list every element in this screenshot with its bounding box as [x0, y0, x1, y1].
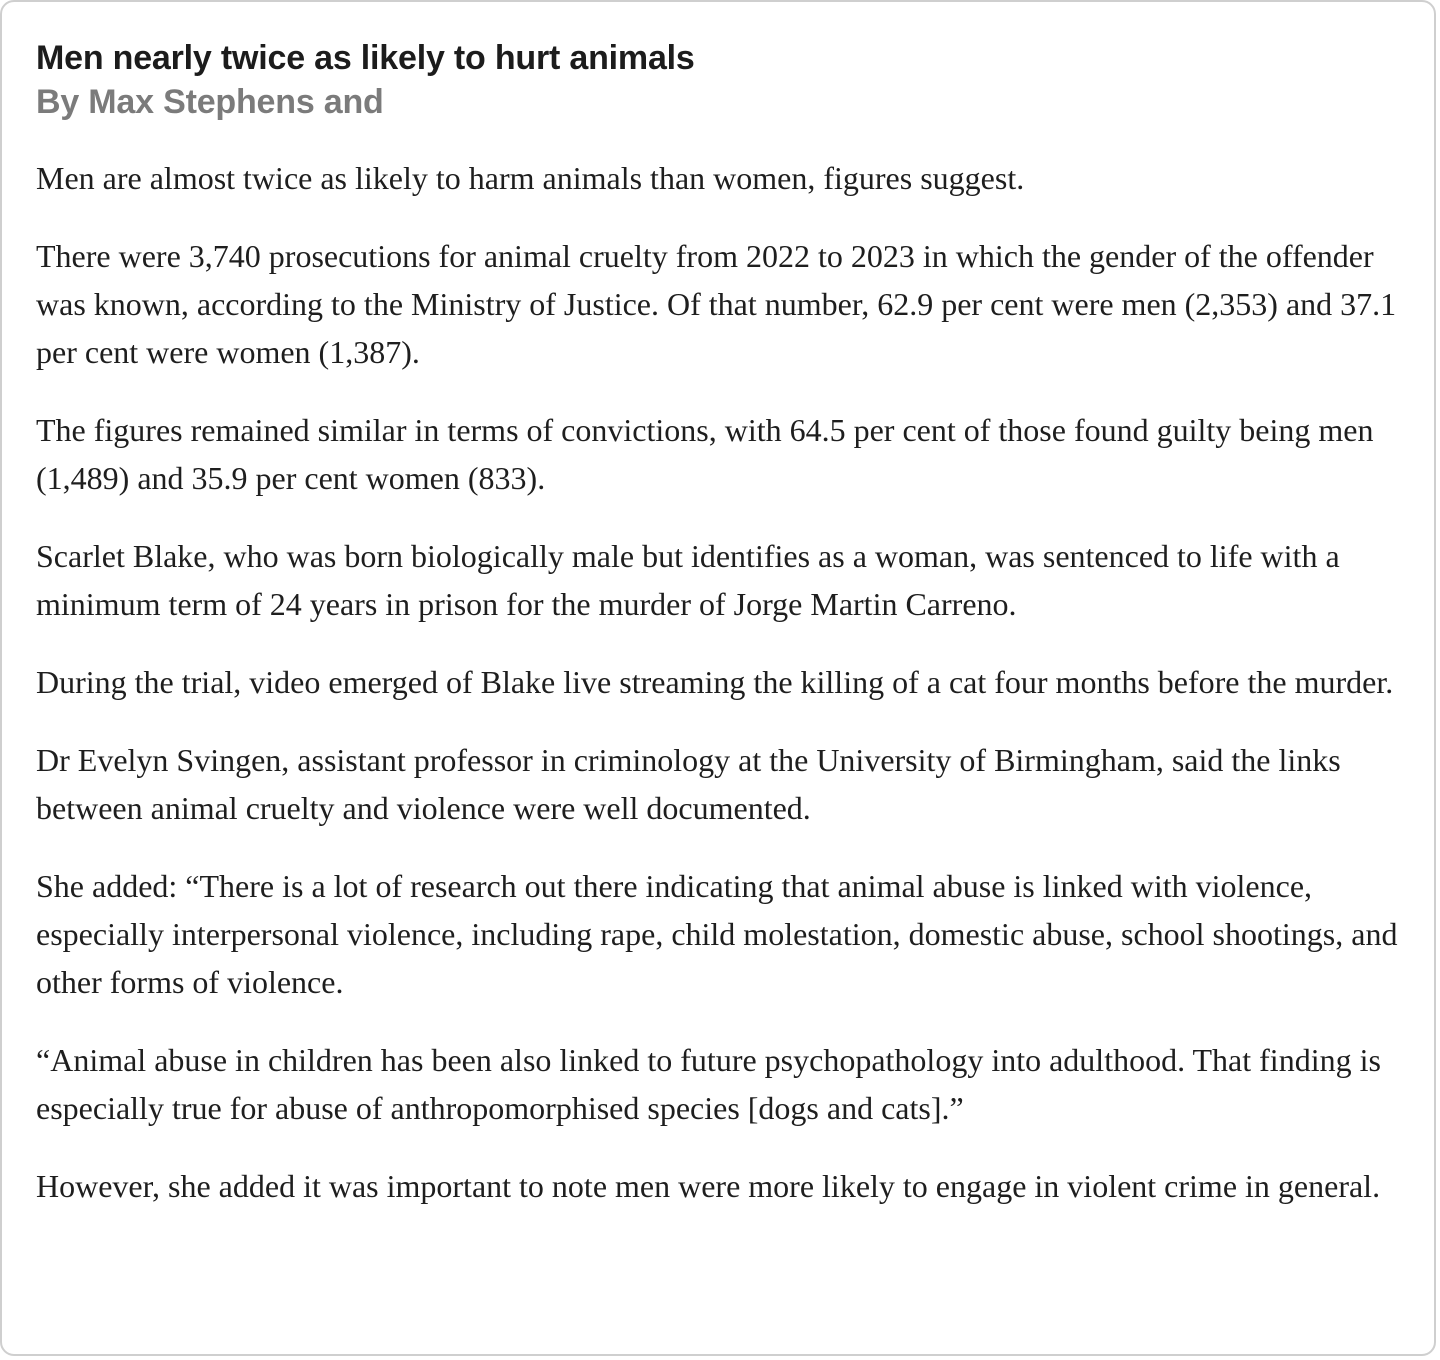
article-paragraph: “Animal abuse in children has been also linked to future psychopathology into adulthood. That finding is especially true for abuse of anthropomorphised species [dogs and cats].” [36, 1042, 1381, 1126]
article-content [36, 36, 1416, 1240]
article-headline: Men nearly twice as likely to hurt animals [36, 39, 695, 77]
article-byline: By Max Stephens and [36, 83, 384, 121]
article-paragraph: There were 3,740 prosecutions for animal cruelty from 2022 to 2023 in which the gender of the offender was known, according to the Ministry of Justice. Of that number, 62.9 per cent were men (2,353) and 37.1 per cent were women (1,387). [36, 238, 1397, 370]
article-paragraph: Men are almost twice as likely to harm animals than women, figures suggest. [36, 160, 1025, 196]
article-paragraph: During the trial, video emerged of Blake live streaming the killing of a cat four months before the murder. [36, 664, 1394, 700]
article-paragraph: She added: “There is a lot of research out there indicating that animal abuse is linked with violence, especially interpersonal violence, including rape, child molestation, domestic abuse, school shootings, and other forms of violence. [36, 868, 1398, 1000]
article-paragraph: However, she added it was important to note men were more likely to engage in violent crime in general. [36, 1168, 1381, 1204]
article-paragraph: The figures remained similar in terms of convictions, with 64.5 per cent of those found guilty being men (1,489) and 35.9 per cent women (833). [36, 412, 1374, 496]
article-paragraph: Scarlet Blake, who was born biologically male but identifies as a woman, was sentenced to life with a minimum term of 24 years in prison for the murder of Jorge Martin Carreno. [36, 538, 1340, 622]
article-paragraph: Dr Evelyn Svingen, assistant professor in criminology at the University of Birmingham, said the links between animal cruelty and violence were well documented. [36, 742, 1341, 826]
